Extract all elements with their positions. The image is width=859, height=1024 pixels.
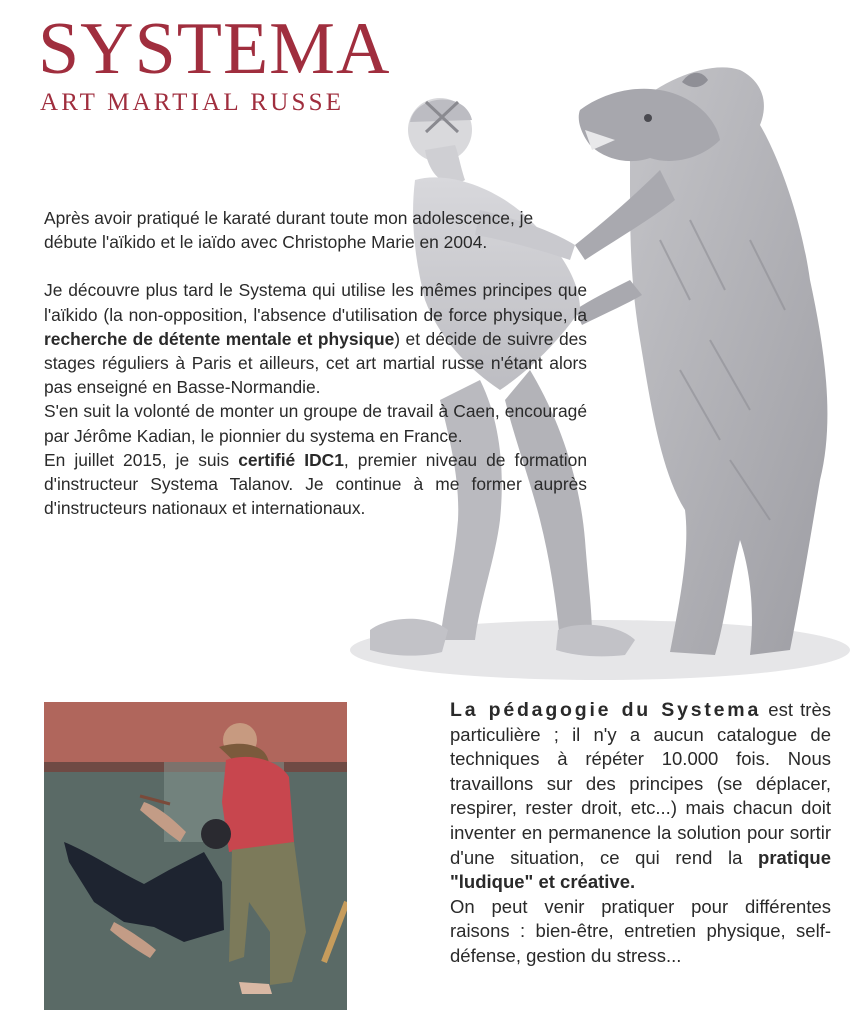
pedagogy-paragraph-1 xyxy=(450,698,831,895)
page-subtitle: ART MARTIAL RUSSE xyxy=(40,89,345,116)
training-photo-icon xyxy=(44,702,347,1010)
intro-paragraph-4-start: En juillet 2015, je suis xyxy=(44,449,239,470)
pedagogy-heading: La pédagogie du Systema xyxy=(450,699,762,721)
intro-paragraph-1: Après avoir pratiqué le karaté durant toute mon adolescence, je débute l'aïkido et le iaïdo avec Christophe Marie en 2004. xyxy=(44,208,534,253)
intro-paragraph-3: S'en suit la volonté de monter un groupe de travail à Caen, encouragé par Jérôme Kadian, le pionnier du systema en France. xyxy=(44,401,587,446)
pedagogy-paragraph-2: On peut venir pratiquer pour différentes raisons : bien-être, entretien physique, self-défense, gestion du stress... xyxy=(450,895,831,966)
pedagogy-emphasis: pratique "ludique" et créative. xyxy=(450,846,831,893)
intro-paragraph-4 xyxy=(44,448,587,521)
intro-paragraph-2-emphasis: recherche de détente mentale et physique xyxy=(44,328,395,349)
intro-text xyxy=(44,206,587,520)
pedagogy-body: est très particulière ; il n'y a aucun catalogue de techniques à répéter 10.000 fois. Nous travaillons sur des principes (se déplacer, respirer, rester droit, etc...) mais chacun doit inventer en permanence la solution pour sortir d'une situation, ce qui rend la xyxy=(450,699,831,868)
pedagogy-text xyxy=(450,698,831,969)
intro-paragraph-4-end: , premier niveau de formation d'instructeur Systema Talanov. Je continue à me former auprès d'instructeurs nationaux et internationaux. xyxy=(44,449,588,519)
bear-figure xyxy=(575,67,827,655)
intro-paragraph-2-end: ) et décide de suivre des stages réguliers à Paris et ailleurs, cet art martial russe n'étant alors pas enseigné en Basse-Normandie. xyxy=(44,328,587,398)
certification-emphasis: certifié IDC1 xyxy=(238,449,344,470)
page-title: SYSTEMA xyxy=(38,8,391,90)
intro-paragraph-2-start: Je découvre plus tard le Systema qui utilise les mêmes principes que l'aïkido (la non-opposition, l'absence d'utilisation de force physique, la xyxy=(44,280,587,325)
intro-paragraph-2 xyxy=(44,278,587,399)
